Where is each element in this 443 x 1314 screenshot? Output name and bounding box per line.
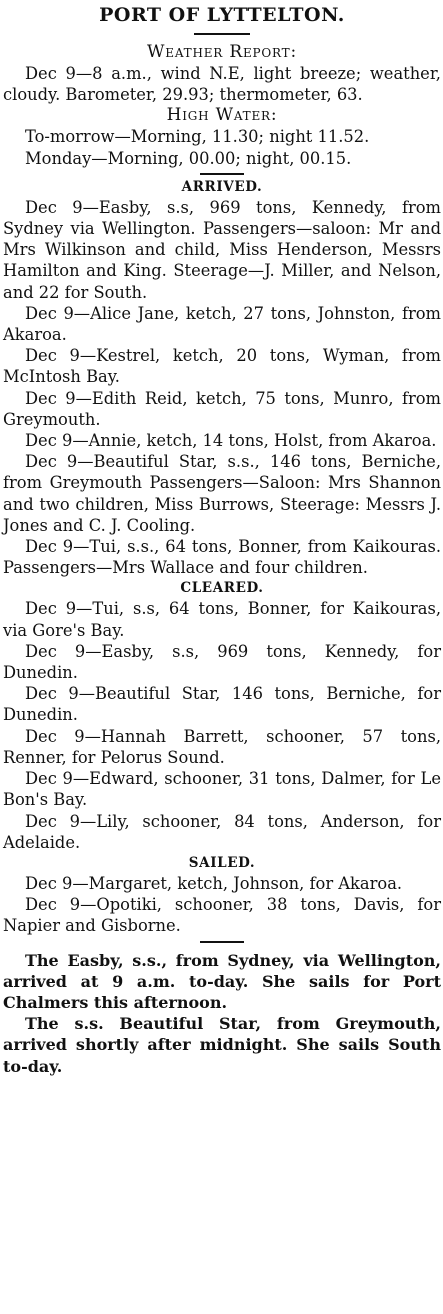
title-rule: [194, 33, 250, 35]
arrived-heading: ARRIVED.: [181, 178, 263, 195]
arrived-entry: Dec 9—Easby, s.s, 969 tons, Kennedy, from Sydney via Wellington. Passengers—saloon: Mr and Mrs Wilkinson and child, Miss Henderson, Messrs Hamilton and King. Steerage—J. Miller, and Nelson, and 22 for South.: [3, 197, 441, 302]
cleared-heading: CLEARED.: [180, 580, 264, 597]
newspaper-column: [0, 3, 443, 1314]
column-title: PORT OF LYTTELTON.: [99, 4, 345, 26]
cleared-entry: Dec 9—Tui, s.s, 64 tons, Bonner, for Kaikouras, via Gore's Bay.: [3, 599, 441, 640]
notes-rule: [200, 941, 244, 943]
weather-heading: Weather Report:: [147, 42, 297, 62]
high-water-line-2: Monday—Morning, 00.00; night, 00.15.: [25, 148, 352, 168]
cleared-entry: Dec 9—Hannah Barrett, schooner, 57 tons, Renner, for Pelorus Sound.: [3, 726, 441, 767]
shipping-note: The Easby, s.s., from Sydney, via Wellington, arrived at 9 a.m. to-day. She sails for Port Chalmers this afternoon.: [3, 950, 441, 1012]
arrived-entry: Dec 9—Kestrel, ketch, 20 tons, Wyman, from McIntosh Bay.: [3, 346, 441, 387]
sailed-entry: Dec 9—Opotiki, schooner, 38 tons, Davis, for Napier and Gisborne.: [3, 895, 441, 936]
weather-report: Dec 9—8 a.m., wind N.E, light breeze; weather, cloudy. Barometer, 29.93; thermometer, 63.: [3, 64, 441, 105]
cleared-entry: Dec 9—Edward, schooner, 31 tons, Dalmer, for Le Bon's Bay.: [3, 769, 441, 810]
cleared-entry: Dec 9—Lily, schooner, 84 tons, Anderson, for Adelaide.: [3, 811, 441, 852]
high-water-line-1: To-morrow—Morning, 11.30; night 11.52.: [25, 127, 370, 147]
arrived-entry: Dec 9—Alice Jane, ketch, 27 tons, Johnston, from Akaroa.: [3, 303, 441, 345]
arrived-entry: Dec 9—Tui, s.s., 64 tons, Bonner, from Kaikouras. Passengers—Mrs Wallace and four children.: [3, 537, 441, 578]
arrived-entry: Dec 9—Edith Reid, ketch, 75 tons, Munro, from Greymouth.: [3, 388, 441, 429]
high-water-heading: High Water:: [166, 105, 278, 126]
sailed-entry: Dec 9—Margaret, ketch, Johnson, for Akaroa.: [25, 873, 403, 893]
cleared-entry: Dec 9—Beautiful Star, 146 tons, Berniche, for Dunedin.: [3, 684, 441, 725]
section-rule: [200, 173, 244, 175]
arrived-entry: Dec 9—Beautiful Star, s.s., 146 tons, Berniche, from Greymouth Passengers—Saloon: Mrs Shannon and two children, Miss Burrows, Steerage: Messrs J. Jones and C. J. Cooling.: [3, 452, 441, 535]
shipping-note: The s.s. Beautiful Star, from Greymouth, arrived shortly after midnight. She sails South to-day.: [3, 1014, 441, 1076]
arrived-entry: Dec 9—Annie, ketch, 14 tons, Holst, from Akaroa.: [25, 431, 437, 451]
sailed-heading: SAILED.: [188, 854, 256, 871]
cleared-entry: Dec 9—Easby, s.s, 969 tons, Kennedy, for Dunedin.: [3, 641, 441, 683]
